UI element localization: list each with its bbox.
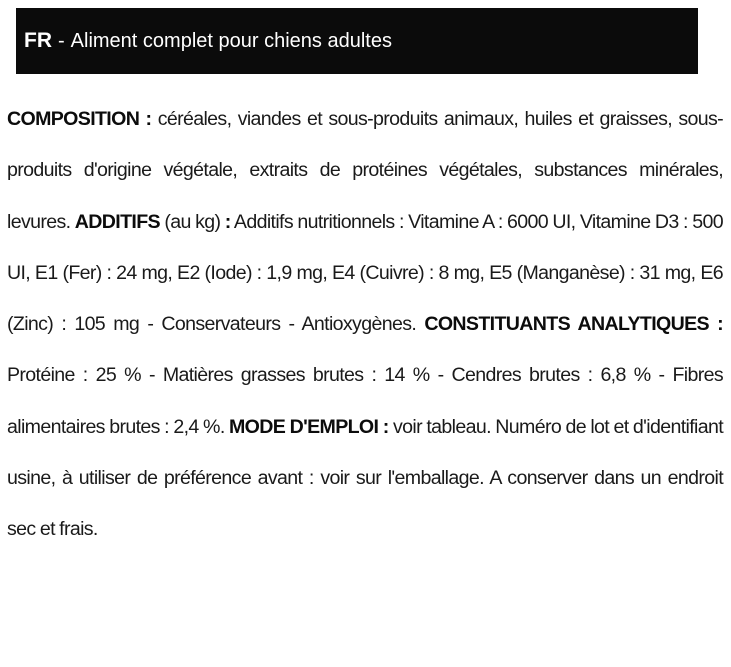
mode-emploi-label: MODE D'EMPLOI : <box>229 415 389 438</box>
composition-label: COMPOSITION : <box>7 108 152 130</box>
additifs-colon: : <box>224 210 231 233</box>
additifs-text: Additifs nutritionnels : Vitamine A : 6000 UI, Vitamine D3 : 500 UI, E1 (Fer) : 24 mg, E2 (Iode) : 1,9 mg, E4 (Cuivre) : 8 mg, E5 (Manganèse) : 31 mg, E6 (Zinc) : 105 mg - Conservateurs - Antioxygènes. <box>7 210 723 336</box>
header-separator: - <box>58 29 65 52</box>
additifs-label: ADDITIFS <box>74 210 160 233</box>
composition-text: céréales, viandes et sous-produits animaux, huiles et graisses, sous-produits d'origine végétale, extraits de protéines végétales, substances minérales, levures. <box>7 108 723 233</box>
language-code: FR <box>24 29 52 52</box>
mode-emploi-text: voir tableau. Numéro de lot et d'identifiant usine, à utiliser de préférence avant : voir sur l'emballage. A conserver dans un endroit sec et frais. <box>7 415 723 541</box>
constituants-text: Protéine : 25 % - Matières grasses brutes : 14 % - Cendres brutes : 6,8 % - Fibres alimentaires brutes : 2,4 %. <box>7 364 723 438</box>
language-header-bar <box>16 8 698 74</box>
product-title: Aliment complet pour chiens adultes <box>70 29 392 52</box>
constituants-label: CONSTITUANTS ANALYTIQUES : <box>424 313 723 336</box>
additifs-unit: (au kg) <box>159 210 225 233</box>
label-paragraph <box>7 94 723 556</box>
